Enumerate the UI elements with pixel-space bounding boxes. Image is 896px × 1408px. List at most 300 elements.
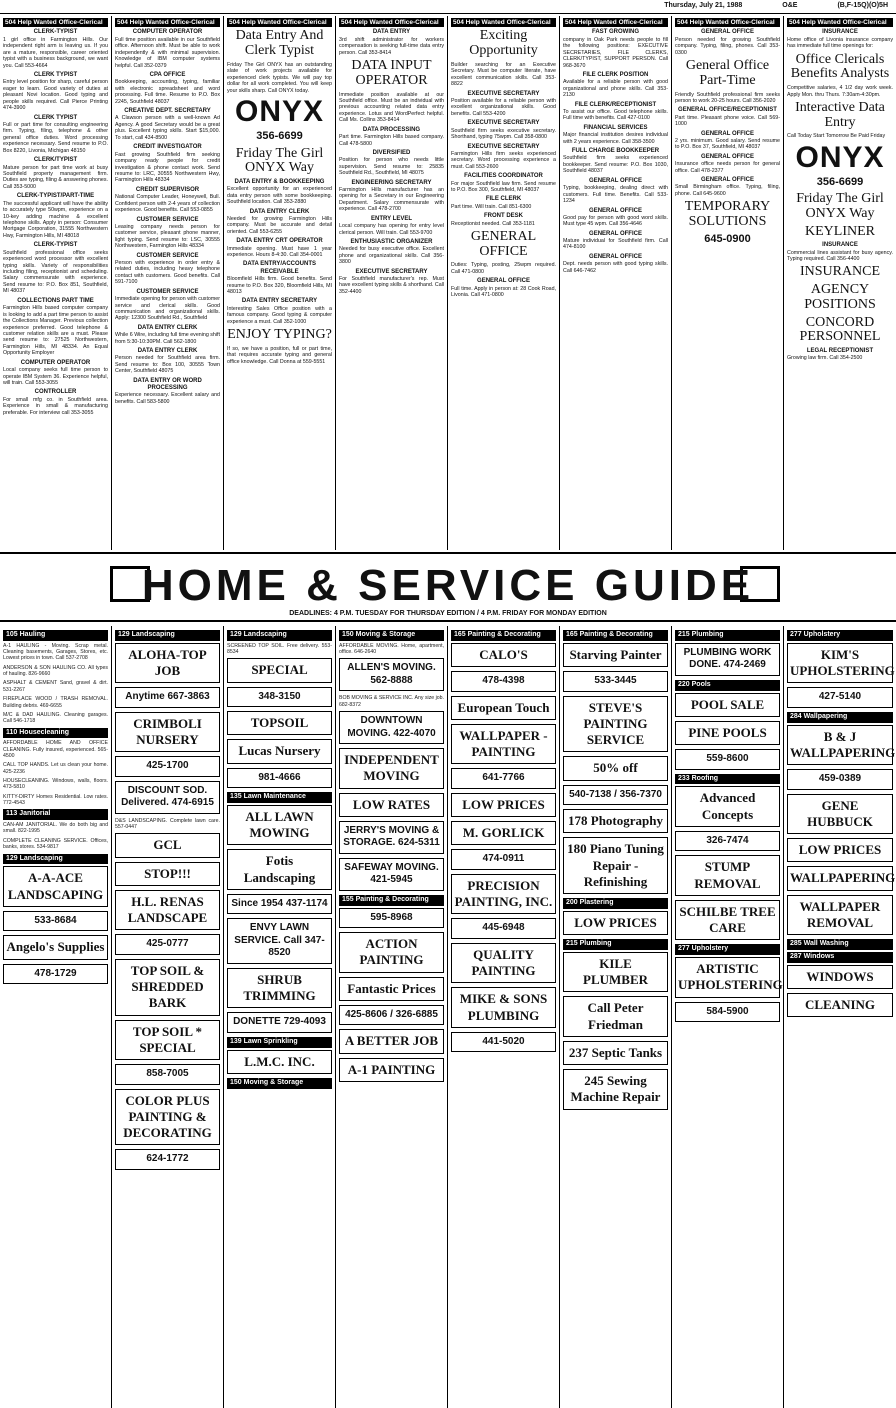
ad-body: ENJOY TYPING? bbox=[227, 327, 332, 343]
display-ad-text: QUALITY PAINTING bbox=[471, 946, 536, 978]
display-ad bbox=[787, 769, 893, 790]
display-ad bbox=[339, 793, 444, 817]
display-ad-text: Angelo's Supplies bbox=[6, 939, 105, 955]
display-ad-text: PRECISION PAINTING, INC. bbox=[454, 877, 553, 909]
display-ad bbox=[115, 1020, 220, 1061]
ad-body: Dept. needs person with good typing skills. Call 646-7462 bbox=[563, 261, 668, 274]
ad-body: Bloomfield Hills firm. Good benefits. Send resume to P.O. Box 320, Bloomfield Hills, MI 48013 bbox=[227, 276, 332, 295]
display-ad-text: CALO'S bbox=[479, 646, 528, 662]
ad-title: COMPUTER OPERATOR bbox=[132, 29, 203, 36]
display-ad bbox=[451, 849, 556, 870]
ad-title: FRONT DESK bbox=[484, 213, 523, 220]
display-ad bbox=[451, 724, 556, 765]
classified-ad bbox=[115, 325, 220, 345]
display-ad-text: A BETTER JOB bbox=[344, 1033, 439, 1049]
ad-title: GENERAL OFFICE bbox=[701, 130, 754, 137]
classified-column bbox=[448, 16, 560, 550]
ad-body: 3rd shift administrator for workers compensation is seeking full-time data entry person. Call 353-8414 bbox=[339, 36, 444, 56]
classified-ad bbox=[3, 389, 108, 416]
ad-body: Experience necessary. Excellent salary and benefits. Call 583-5800 bbox=[115, 392, 220, 405]
display-ad-text: TOP SOIL & SHREDDED BARK bbox=[130, 962, 205, 1011]
ad-title: CREATIVE DEPT. SECRETARY bbox=[124, 108, 211, 115]
display-ad-text: ARTISTIC UPHOLSTERING bbox=[678, 961, 783, 993]
ad-body: DATA INPUT OPERATOR bbox=[351, 58, 432, 88]
classified-ad bbox=[451, 173, 556, 193]
service-category: 155 Painting & Decorating bbox=[339, 895, 444, 906]
classified-ad bbox=[563, 29, 668, 69]
display-ad-text: STOP!!! bbox=[144, 865, 191, 881]
ad-title: INSURANCE bbox=[822, 242, 858, 249]
ad-title: DATA ENTRY SECRETARY bbox=[241, 298, 318, 305]
classified-ad bbox=[451, 262, 556, 275]
service-category: 150 Moving & Storage bbox=[339, 630, 444, 641]
ad-body: Available for a reliable person with good organizational and phone skills. Call 353-2130 bbox=[563, 79, 668, 99]
ad-body: 645-0900 bbox=[704, 232, 751, 245]
ad-title: GENERAL OFFICE bbox=[701, 29, 754, 36]
display-ad bbox=[451, 1032, 556, 1053]
display-ad bbox=[227, 658, 332, 682]
display-ad-text: Anytime 667-3863 bbox=[125, 691, 210, 703]
header-paper: O&E bbox=[782, 2, 798, 10]
ad-body: For small mfg co. in Southfield area. Experience in small & manufacturing preferable. For interview call 353-3055 bbox=[3, 396, 108, 416]
classified-ad bbox=[227, 130, 332, 143]
display-ad bbox=[563, 756, 668, 780]
ad-body: Fast growing Southfield firm seeking company ready people for credit investigation & phone contact work. Send resume to: LRC, 30555 Northwestern Hwy, Farmington Hills 48334 bbox=[115, 151, 220, 184]
display-ad bbox=[339, 658, 444, 691]
ad-body: Office Clericals Benefits Analysts bbox=[790, 51, 890, 82]
ad-title: FAST GROWING bbox=[592, 29, 639, 36]
ad-title: CREDIT INVESTIGATOR bbox=[133, 144, 202, 151]
classified-ad bbox=[115, 378, 220, 406]
display-ad-text: STUMP REMOVAL bbox=[694, 859, 761, 891]
classified-ad bbox=[675, 59, 780, 88]
ad-title: EXECUTIVE SECRETARY bbox=[355, 268, 428, 275]
classified-ad bbox=[339, 127, 444, 147]
display-ad-text: CRIMBOLI NURSERY bbox=[133, 715, 202, 747]
display-ad-text: 533-8684 bbox=[34, 914, 77, 926]
display-ad bbox=[451, 918, 556, 939]
service-listing bbox=[3, 822, 108, 835]
ad-title: EXECUTIVE SECRETARY bbox=[467, 120, 540, 127]
ad-body: Full or part time for consulting engineering firm. Typing, filing, telephone & other general office duties. Word processing experience necessary. Send resume to P.O. Box 8220, Livonia, Michigan 48150 bbox=[3, 121, 108, 154]
classified-ad bbox=[3, 72, 108, 112]
display-ad bbox=[563, 671, 668, 692]
ad-body: Interactive Data Entry bbox=[795, 99, 885, 130]
classified-ad bbox=[675, 200, 780, 229]
display-ad-text: 981-4666 bbox=[258, 771, 301, 783]
classified-ad bbox=[227, 209, 332, 236]
ad-body: Needed for growing Farmington Hills company. Must be accurate and detail oriented. Call 553-6255 bbox=[227, 215, 332, 235]
display-ad bbox=[339, 977, 444, 1001]
display-ad bbox=[227, 687, 332, 708]
section-heading: 504 Help Wanted Office-Clerical bbox=[675, 18, 780, 27]
classified-ad bbox=[227, 62, 332, 94]
ad-title: FILE CLERK bbox=[485, 196, 522, 203]
display-ad bbox=[787, 838, 893, 862]
display-ad-text: L.M.C. INC. bbox=[244, 1053, 315, 1069]
display-ad bbox=[675, 721, 780, 745]
classified-ad bbox=[115, 29, 220, 69]
display-ad bbox=[563, 911, 668, 935]
display-ad bbox=[115, 890, 220, 931]
ad-body: A Clawson person with a well-known Ad Agency. A good Secretary would be a great plus. Excellent typing skills. Start $15,000. To start, call 434-8500 bbox=[115, 115, 220, 141]
classified-ad bbox=[787, 101, 893, 130]
display-ad-text: PINE POOLS bbox=[688, 724, 767, 740]
classified-ad bbox=[563, 148, 668, 175]
ad-title: CLERK-TYPIST/PART-TIME bbox=[16, 193, 95, 200]
listing-text: COMPLETE CLEANING SERVICE. Offices, banks, stores. 534-9817 bbox=[3, 837, 108, 851]
classified-ad bbox=[339, 92, 444, 124]
display-ad-text: Call Peter Friedman bbox=[587, 1000, 644, 1032]
classified-ad bbox=[227, 238, 332, 258]
display-ad-text: WINDOWS bbox=[806, 968, 874, 984]
guide-title: HOME & SERVICE GUIDE bbox=[141, 561, 755, 610]
display-ad-text: JERRY'S MOVING & STORAGE. 624-5311 bbox=[343, 824, 440, 849]
display-ad bbox=[115, 756, 220, 777]
classified-ad bbox=[563, 254, 668, 274]
classified-ad bbox=[115, 72, 220, 105]
classified-column bbox=[336, 16, 448, 550]
display-ad-text: COLOR PLUS PAINTING & DECORATING bbox=[123, 1092, 212, 1141]
ad-body: Data Entry And Clerk Typist bbox=[235, 28, 324, 59]
display-ad-text: European Touch bbox=[457, 699, 550, 715]
section-heading: 504 Help Wanted Office-Clerical bbox=[339, 18, 444, 27]
display-ad-text: 459-0389 bbox=[818, 773, 862, 784]
classified-ad bbox=[787, 85, 893, 98]
ad-title: DIVERSIFIED bbox=[372, 150, 411, 156]
ad-body: Immediate opening. Must have 1 year experience. Hours 8-4:30. Call 354-0001 bbox=[227, 245, 332, 258]
ad-title: CONTROLLER bbox=[34, 389, 77, 396]
classified-ad bbox=[675, 131, 780, 151]
service-column bbox=[336, 626, 448, 1408]
ad-body: Local company has opening for entry level clerical person. Will train. Call 553-9700 bbox=[339, 223, 444, 236]
display-ad bbox=[339, 1058, 444, 1082]
display-ad bbox=[227, 968, 332, 1009]
display-ad-text: DONETTE 729-4093 bbox=[233, 1016, 326, 1028]
ad-title: COLLECTIONS PART TIME bbox=[17, 297, 94, 304]
ad-title: ENTRY LEVEL bbox=[370, 215, 412, 222]
display-ad bbox=[339, 1029, 444, 1053]
display-ad-text: POOL SALE bbox=[690, 696, 765, 712]
display-ad-text: 533-3445 bbox=[594, 675, 637, 686]
service-guide-section bbox=[0, 626, 896, 1408]
classified-ad bbox=[227, 97, 332, 127]
service-category: 285 Wall Washing bbox=[787, 939, 893, 950]
ad-body: For major Southfield law firm. Send resume to P.O. Box 300, Southfield, MI 48037 bbox=[451, 180, 556, 193]
ad-body: Local company seeks full time person to operate IBM System 36. Experience helpful, will train. Call 553-3055 bbox=[3, 367, 108, 386]
ad-body: Call Today Start Tomorrow Be Paid Friday bbox=[787, 133, 886, 140]
display-ad-text: SCHILBE TREE CARE bbox=[679, 903, 776, 935]
display-ad bbox=[563, 809, 668, 833]
classified-ad bbox=[227, 328, 332, 343]
service-column bbox=[560, 626, 672, 1408]
classified-ad bbox=[563, 102, 668, 122]
display-ad bbox=[3, 964, 108, 985]
service-listing bbox=[3, 762, 108, 775]
display-ad bbox=[339, 858, 444, 891]
display-ad-text: 624-1772 bbox=[146, 1153, 189, 1165]
service-column bbox=[112, 626, 224, 1408]
display-ad bbox=[451, 793, 556, 817]
display-ad bbox=[675, 1002, 780, 1023]
display-ad-text: 245 Sewing Machine Repair bbox=[570, 1073, 661, 1105]
service-listing bbox=[3, 665, 108, 678]
classified-ad bbox=[675, 107, 780, 127]
classified-ad bbox=[451, 29, 556, 58]
display-ad bbox=[563, 996, 668, 1037]
listing-text: CAN-AM JANITORIAL. We do both big and small. 822-1995 bbox=[3, 822, 108, 835]
display-ad bbox=[563, 643, 668, 667]
display-ad bbox=[675, 831, 780, 852]
classified-ad bbox=[451, 144, 556, 171]
display-ad bbox=[675, 957, 783, 998]
ad-body: ONYX bbox=[795, 140, 885, 174]
display-ad bbox=[115, 934, 220, 955]
classified-ad bbox=[115, 108, 220, 141]
classified-ad bbox=[451, 62, 556, 88]
ad-title: DATA ENTRY bbox=[372, 29, 411, 36]
display-ad-text: 584-5900 bbox=[706, 1005, 749, 1017]
service-category: 135 Lawn Maintenance bbox=[227, 792, 332, 803]
classified-ad bbox=[787, 265, 893, 280]
classified-ad bbox=[339, 216, 444, 236]
listing-text: AFFORDABLE MOVING. Home, apartment, office. 646-2640 bbox=[339, 642, 444, 656]
ad-body: Builder searching for an Executive Secretary. Must be computer literate, have excellent communication skills. Call 353-8822 bbox=[451, 61, 556, 88]
classified-ad bbox=[451, 91, 556, 118]
display-ad-text: DOWNTOWN MOVING. 422-4070 bbox=[347, 715, 436, 739]
display-ad-text: B & J WALLPAPERING bbox=[790, 728, 896, 760]
display-ad-text: 595-8968 bbox=[370, 911, 413, 923]
service-listing bbox=[339, 643, 444, 656]
display-ad bbox=[339, 821, 444, 854]
ad-body: To assist our office. Good telephone skills. Full time with benefits. Call 427-0100 bbox=[563, 109, 668, 122]
display-ad-text: DISCOUNT SOD. Delivered. 474-6915 bbox=[121, 784, 214, 809]
ad-body: Person with experience in order entry & related duties, including heavy telephone contact with customers. Good benefits. Call 591-7100 bbox=[115, 259, 220, 286]
service-category: 129 Landscaping bbox=[227, 630, 332, 641]
display-ad bbox=[115, 1089, 220, 1146]
listing-text: AFFORDABLE HOME AND OFFICE CLEANING. Fully insured, experienced. 565-4500 bbox=[3, 740, 108, 759]
display-ad-text: 326-7474 bbox=[706, 834, 749, 846]
display-ad-text: 559-8600 bbox=[706, 753, 749, 764]
classified-ad bbox=[563, 208, 668, 228]
ad-body: The successful applicant will have the ability to accurately type 50wpm, experience on a 10-key adding machine & excellent telephone skills. Apply in person: Consumer Mortgage Corporation, 31555 Northwestern Hwy, Farmington Hills, MI 48018 bbox=[3, 200, 108, 239]
classified-ad bbox=[339, 269, 444, 296]
display-ad bbox=[787, 687, 893, 708]
listing-text: ASPHALT & CEMENT Sand, gravel & dirt. 531-2267 bbox=[3, 680, 108, 693]
ad-body: KEYLINER bbox=[805, 223, 875, 239]
home-service-guide-banner bbox=[0, 552, 896, 622]
listing-text: BOB MOVING & SERVICE INC. Any size job. 682-8372 bbox=[339, 695, 444, 708]
ad-title: COMPUTER OPERATOR bbox=[20, 359, 91, 366]
display-ad-text: TOPSOIL bbox=[250, 715, 309, 731]
ad-title: FILE CLERK/RECEPTIONIST bbox=[574, 101, 657, 108]
classified-ad bbox=[451, 278, 556, 298]
ad-body: Good pay for person with good word skills. Must type 45 wpm. Call 356-4646 bbox=[563, 214, 668, 228]
service-listing bbox=[115, 818, 220, 831]
display-ad-text: 441-5020 bbox=[482, 1035, 525, 1047]
display-ad-text: ENVY LAWN SERVICE. Call 347-8520 bbox=[234, 922, 325, 959]
section-heading: 504 Help Wanted Office-Clerical bbox=[115, 18, 220, 27]
ad-body: Entry level position for sharp, careful person eager to learn. Good variety of duties at pleasant Novi location. Good typing and people skills required. Call Pierce Printing 474-3900 bbox=[3, 79, 108, 112]
classified-ad bbox=[787, 242, 893, 262]
display-ad bbox=[227, 711, 332, 735]
ad-title: GENERAL OFFICE/RECEPTIONIST bbox=[678, 107, 777, 114]
display-ad-text: H.L. RENAS LANDSCAPE bbox=[127, 893, 208, 926]
ad-body: Friday The Girl ONYX Way bbox=[796, 191, 884, 221]
service-listing bbox=[339, 695, 444, 708]
ad-title: DATA ENTRY CLERK bbox=[249, 208, 310, 215]
ad-body: Duties: Typing, posting, 25wpm required. Call 471-0800 bbox=[451, 262, 556, 275]
display-ad bbox=[787, 993, 893, 1017]
service-listing bbox=[3, 838, 108, 851]
ad-body: Mature person for part time work at busy Southfield property management firm. Duties are typing, filing & answering phones. Call 353-5000 bbox=[3, 164, 108, 190]
classified-ad bbox=[451, 196, 556, 210]
classified-ad bbox=[227, 261, 332, 295]
ad-body: INSURANCE bbox=[799, 264, 881, 280]
ad-title: GENERAL OFFICE bbox=[589, 253, 642, 260]
classified-column bbox=[224, 16, 336, 550]
classified-ad bbox=[787, 53, 893, 82]
ad-title: CLERK-TYPIST bbox=[33, 29, 78, 36]
ad-title: ENTHUSIASTIC ORGANIZER bbox=[350, 239, 433, 246]
ad-body: Farmington Hills firm seeks experienced secretary. Word processing experience a must. Call 553-2600 bbox=[451, 150, 556, 170]
display-ad-text: Advanced Concepts bbox=[699, 790, 756, 822]
listing-text: FIREPLACE WOOD / TRASH REMOVAL. Building debris. 469-6655 bbox=[3, 696, 108, 709]
display-ad bbox=[227, 1012, 332, 1033]
display-ad-text: 474-0911 bbox=[482, 853, 525, 865]
classified-ad bbox=[787, 133, 893, 139]
ad-body: Competitive salaries, 4 1/2 day work week. Apply Mon. thru Thurs. 7:30am-4:30pm. bbox=[787, 85, 893, 98]
classified-ad bbox=[787, 348, 893, 362]
display-ad bbox=[227, 849, 332, 890]
display-ad bbox=[115, 959, 220, 1016]
display-ad-text: ALOHA-TOP JOB bbox=[128, 646, 207, 678]
display-ad bbox=[115, 781, 220, 814]
ad-body: Bookkeeping, accounting, typing, familiar with electronic spreadsheet and word processing. Full time. Resume to P.O. Box 2245, Southfield 48037 bbox=[115, 79, 220, 105]
ad-title: FILE CLERK POSITION bbox=[582, 72, 649, 79]
classified-ad bbox=[451, 120, 556, 140]
classified-column bbox=[560, 16, 672, 550]
ad-body: Typing, bookkeeping, dealing direct with customers. Full time. Benefits. Call 533-1234 bbox=[563, 185, 668, 205]
display-ad bbox=[3, 911, 108, 932]
page-header bbox=[0, 0, 896, 14]
ad-title: CREDIT SUPERVISOR bbox=[135, 186, 200, 193]
display-ad-text: WALLPAPER - PAINTING bbox=[459, 727, 548, 759]
listing-text: CALL TOP HANDS. Let us clean your home. 425-2236 bbox=[3, 762, 108, 775]
display-ad bbox=[227, 739, 332, 763]
service-column bbox=[672, 626, 784, 1408]
ad-body: TEMPORARY SOLUTIONS bbox=[684, 199, 771, 229]
classified-ad bbox=[451, 230, 556, 259]
service-category: 200 Plastering bbox=[563, 898, 668, 909]
display-ad bbox=[227, 918, 332, 964]
service-column bbox=[448, 626, 560, 1408]
service-category: 139 Lawn Sprinkling bbox=[227, 1037, 332, 1048]
classified-ad bbox=[227, 346, 332, 365]
classified-ad bbox=[339, 29, 444, 56]
display-ad bbox=[115, 1064, 220, 1085]
display-ad-text: A-1 PAINTING bbox=[347, 1061, 436, 1077]
classified-ad bbox=[339, 239, 444, 266]
ad-body: GENERAL OFFICE bbox=[470, 228, 537, 259]
display-ad-text: SAFEWAY MOVING. 421-5945 bbox=[344, 861, 439, 886]
classified-ad bbox=[3, 115, 108, 155]
display-ad bbox=[451, 943, 556, 984]
ad-body: Major financial institution desires individual with 2 years experience. Call 358-3500 bbox=[563, 132, 668, 145]
ad-title: DATA ENTRY OR WORD PROCESSING bbox=[133, 377, 202, 392]
display-ad bbox=[227, 768, 332, 789]
display-ad-text: Since 1954 437-1174 bbox=[231, 897, 328, 909]
ad-body: Position for person who needs little supervision. Send resume to: 25835 Southfield Rd., Southfield, MI 48075 bbox=[339, 157, 444, 177]
display-ad bbox=[339, 908, 444, 929]
ad-body: Southfield professional office seeks experienced word processor with excellent typing skills. Variety of responsibilities including filing, receptionist and scheduling. Salary commensurate with experience. Send resume to: P.O. Box 851, Southfield, MI 48037 bbox=[3, 249, 108, 295]
listing-text: A-1 HAULING - Moving. Scrap metal. Cleaning basements, Garages, Stores, etc. Lowest prices in town. Call 537-2708 bbox=[3, 642, 108, 662]
display-ad-text: 478-4398 bbox=[482, 675, 525, 686]
service-category: 284 Wallpapering bbox=[787, 712, 893, 723]
ad-body: Full time position available in our Southfield office. Afternoon shift. Must be able to work independently & with minimal supervision. Knowledge of IBM computer systems helpful. Call 352-0379 bbox=[115, 36, 220, 69]
display-ad-text: M. GORLICK bbox=[462, 825, 545, 840]
display-ad-text: 425-1700 bbox=[146, 760, 189, 772]
ad-title: CLERK TYPIST bbox=[33, 72, 78, 79]
display-ad bbox=[675, 900, 780, 941]
display-ad-text: 540-7138 / 356-7370 bbox=[569, 788, 662, 800]
ad-title: FINANCIAL SERVICES bbox=[583, 124, 648, 131]
section-heading: 504 Help Wanted Office-Clerical bbox=[227, 18, 332, 27]
display-ad-text: LOW PRICES bbox=[462, 796, 545, 812]
ad-title: GENERAL OFFICE bbox=[701, 153, 754, 160]
ad-body: Southfield firm seeks experienced bookkeeper. Send resume: P.O. Box 1030, Southfield 48037 bbox=[563, 155, 668, 175]
display-ad bbox=[563, 1069, 668, 1110]
classified-ad bbox=[115, 289, 220, 322]
classified-ad bbox=[3, 242, 108, 294]
service-listing bbox=[3, 740, 108, 759]
display-ad-text: KILE PLUMBER bbox=[583, 955, 648, 987]
display-ad-text: 858-7005 bbox=[146, 1068, 189, 1080]
ad-title: ENGINEERING SECRETARY bbox=[351, 179, 432, 186]
classified-ad bbox=[675, 177, 780, 197]
service-listing bbox=[3, 696, 108, 709]
ad-title: EXECUTIVE SECRETARY bbox=[467, 143, 540, 150]
classified-ad bbox=[3, 298, 108, 357]
service-category: 150 Moving & Storage bbox=[227, 1078, 332, 1089]
ad-body: Person needed for Southfield area firm. Send resume to: Box 100, 30555 Town Center, Southfield 48075 bbox=[115, 355, 220, 375]
display-ad bbox=[787, 794, 893, 835]
classified-ad bbox=[227, 298, 332, 325]
ad-title: GENERAL OFFICE bbox=[589, 230, 642, 237]
display-ad bbox=[115, 1149, 220, 1170]
display-ad-text: LOW PRICES bbox=[798, 842, 882, 857]
display-ad bbox=[451, 696, 556, 720]
display-ad-text: LOW RATES bbox=[352, 796, 431, 812]
ad-title: CLERK TYPIST bbox=[33, 114, 78, 121]
display-ad-text: 445-6948 bbox=[482, 922, 525, 934]
section-heading: 504 Help Wanted Office-Clerical bbox=[563, 18, 668, 27]
classified-ad bbox=[451, 213, 556, 227]
ad-body: For Southfield manufacturer's rep. Must have excellent typing skills & shorthand. Call 352-4400 bbox=[339, 276, 444, 295]
classified-ad bbox=[787, 283, 893, 312]
ad-body: Mature individual for Southfield firm. Call 474-8100 bbox=[563, 238, 668, 251]
display-ad-text: CLEANING bbox=[804, 996, 876, 1012]
ad-body: 1 girl office in Farmington Hills. Our independent right arm is leaving us. If you are a mature, responsible, career oriented typist with a business background, we want you. Call 553-4664 bbox=[3, 36, 108, 69]
ad-body: Immediate opening for person with customer service and clerical skills. Good communication and organizational skills. Apply: 12300 Southfield Rd., Southfield bbox=[115, 296, 220, 322]
display-ad bbox=[675, 749, 780, 770]
ad-title: DATA ENTRY & BOOKKEEPING bbox=[234, 178, 325, 185]
classified-ad bbox=[115, 217, 220, 250]
display-ad bbox=[339, 711, 444, 744]
service-listing bbox=[3, 680, 108, 693]
display-ad bbox=[787, 643, 893, 684]
display-ad-text: A-A-ACE LANDSCAPING bbox=[7, 870, 104, 902]
